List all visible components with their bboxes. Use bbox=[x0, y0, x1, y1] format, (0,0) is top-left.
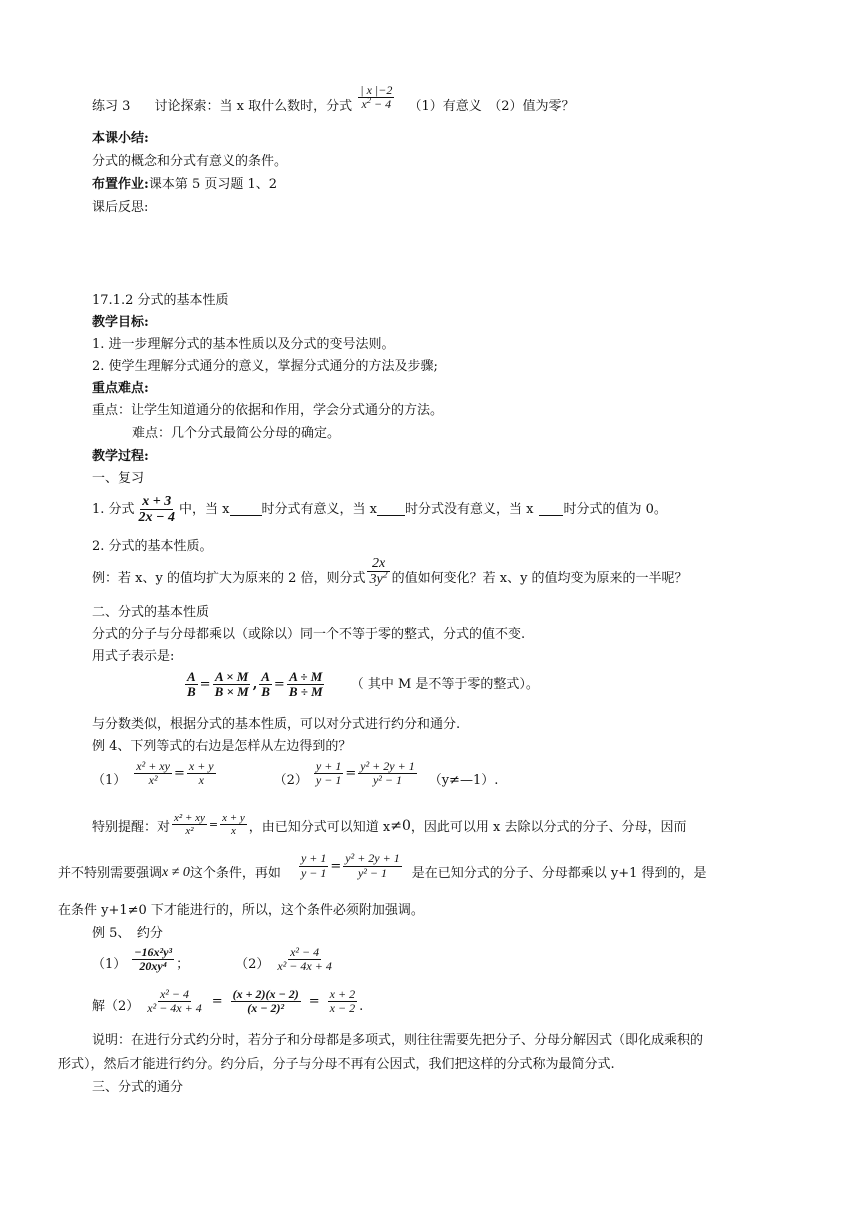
ex4-item1-label: （1） bbox=[92, 773, 127, 789]
section-title: 17.1.2 分式的基本性质 bbox=[92, 293, 229, 308]
summary-text: 分式的概念和分式有意义的条件。 bbox=[92, 154, 288, 169]
formula-A-1: A bbox=[187, 669, 196, 684]
reminder-text-2: ，因此可以用 x 去除以分式的分子、分母，因而 bbox=[410, 820, 687, 836]
reminder-num-right: x + y bbox=[222, 812, 245, 824]
q1-text-3: 时分式没有意义，当 x bbox=[404, 502, 534, 518]
reminder-line2-c: 是在已知分式的分子、分母都乘以 y+1 得到的，是 bbox=[411, 865, 707, 881]
reminder-condition: ≠0 bbox=[390, 817, 411, 834]
reminder-line-2: 并不特别需要强调 x ≠ 0 这个条件，再如 $\frac{y + 1}{y - 1}$ = $\frac{\text{y² + 2y + 1}}{\text{y² − 1}}$ 是在已知分式的分子、分母都乘以 y+1 得到的，是 bbox=[58, 851, 707, 881]
ex4-i1-den-left: x² bbox=[148, 773, 158, 788]
reminder-line2-b: 这个条件，再如 bbox=[189, 865, 281, 881]
formula-BxM: B × M bbox=[214, 684, 249, 700]
ex5-item2-label: （2） bbox=[235, 957, 270, 973]
reminder-line2-a: 并不特别需要强调 bbox=[58, 865, 163, 881]
property-statement: 分式的分子与分母都乘以（或除以）同一个不等于零的整式，分式的值不变. bbox=[92, 627, 526, 642]
formula-eq-2: = bbox=[273, 677, 285, 693]
explanation-line-2: 形式），然后才能进行约分。约分后，分子与分母不再有公因式，我们把这样的分式称为最简分式. bbox=[58, 1057, 615, 1072]
example-frac-num: 2x bbox=[371, 556, 386, 571]
tongfen-heading: 三、分式的通分 bbox=[92, 1080, 184, 1095]
example-frac-den-exp: 2 bbox=[382, 569, 388, 581]
q1-prefix: 1. 分式 bbox=[92, 502, 135, 518]
exercise3-label: 练习 3 bbox=[92, 99, 131, 114]
reminder-num-left: x² + xy bbox=[174, 812, 205, 824]
formula-AxM: A × M bbox=[214, 669, 249, 684]
ex4-i1-den-right: x bbox=[198, 773, 204, 788]
ex5-period: . bbox=[359, 999, 364, 1015]
question-1 bbox=[92, 494, 667, 526]
ex5-i2-den: x² − 4x + 4 bbox=[277, 959, 332, 974]
q1-blank-3[interactable] bbox=[539, 503, 563, 516]
exercise3-frac-den-exp: 2 bbox=[366, 96, 372, 105]
example5-heading: 例 5、 约分 bbox=[92, 926, 163, 941]
formula-comma: , bbox=[252, 677, 258, 693]
example-line bbox=[92, 556, 688, 588]
explanation-line-1: 说明：在进行分式约分时，若分子和分母都是多项式，则往往需要先把分子、分母分解因式（即化成乘积的 bbox=[92, 1033, 704, 1048]
reflection-label: 课后反思: bbox=[92, 200, 149, 215]
example5-solution: 解（2） $\frac{\text{x² − 4}}{\text{x² − 4x + 4}}$ = $\frac{(x + 2)(x - 2)}{\text{(x − 2)²}}$ = $\frac{x + 2}{x - 2}$ . bbox=[92, 987, 364, 1016]
formula-eq-1: = bbox=[199, 677, 211, 693]
reminder-den-left: x² bbox=[185, 825, 194, 838]
example-suffix: 的值如何变化？若 x、y 的值均变为原来的一半呢？ bbox=[391, 571, 688, 587]
formula-note: （ 其中 M 是不等于零的整式）。 bbox=[350, 677, 539, 693]
reminder-text-1: ，由已知分式可以知道 x bbox=[248, 820, 391, 836]
ex4-i2-den-right: y² − 1 bbox=[372, 773, 402, 788]
ex5-semicolon: ； bbox=[176, 957, 190, 973]
q1-frac-num: x + 3 bbox=[142, 494, 172, 509]
reminder-den2-right: y² − 1 bbox=[357, 865, 388, 880]
question-2: 2. 分式的基本性质。 bbox=[92, 539, 213, 554]
ex4-item2-condition: （y≠—1）. bbox=[428, 773, 499, 789]
formula-BdM: B ÷ M bbox=[288, 684, 323, 700]
ex5-sol-num-3: x + 2 bbox=[329, 987, 356, 1001]
q1-text-1: 中，当 x bbox=[179, 502, 230, 518]
ex4-i2-num-right: y² + 2y + 1 bbox=[360, 759, 415, 773]
q1-text-4: 时分式的值为 0。 bbox=[563, 502, 667, 518]
ex5-solution-label: 解（2） bbox=[92, 999, 140, 1015]
formula-B-2: B bbox=[261, 684, 270, 700]
ex4-i2-num-left: y + 1 bbox=[315, 759, 342, 773]
example4-items: （1） $\frac{\text{x² + xy}}{\text{x²}}$ = $\frac{x + y}{x}$ （2） $\frac{y + 1}{y - 1}$ = $\frac{\text{y² + 2y + 1}}{\text{y² − 1}}$ （y≠—1）. bbox=[92, 759, 499, 789]
reminder-den2-left: y − 1 bbox=[300, 865, 327, 880]
process-heading: 教学过程: bbox=[92, 449, 149, 464]
ex5-sol-den-2: (x − 2)² bbox=[247, 1001, 285, 1016]
example-frac-den-base: 3y bbox=[369, 572, 383, 588]
exercise3-text: 讨论探索：当 x 取什么数时，分式 bbox=[154, 99, 353, 114]
ex4-i2-den-left: y − 1 bbox=[315, 773, 342, 788]
goal-1: 1. 进一步理解分式的基本性质以及分式的变号法则。 bbox=[92, 337, 395, 352]
analogy-text: 与分数类似，根据分式的基本性质，可以对分式进行约分和通分. bbox=[92, 717, 461, 732]
summary-heading: 本课小结: bbox=[92, 131, 149, 146]
homework-label: 布置作业: bbox=[92, 177, 149, 192]
reminder-condition-2: x ≠ 0 bbox=[162, 865, 190, 880]
formula-B-1: B bbox=[187, 684, 196, 700]
homework-line bbox=[92, 178, 277, 191]
ex4-item2-label: （2） bbox=[273, 773, 308, 789]
example-fraction bbox=[367, 556, 389, 588]
reminder-num2-left: y + 1 bbox=[300, 851, 327, 866]
property-formula bbox=[183, 670, 539, 700]
reminder-prefix: 特别提醒：对 bbox=[92, 820, 171, 836]
ex5-item1-label: （1） bbox=[92, 957, 127, 973]
ex5-sol-num-2: (x + 2)(x − 2) bbox=[232, 987, 299, 1001]
ex4-i1-num-right: x + y bbox=[188, 759, 214, 773]
reminder-den-right: x bbox=[231, 825, 236, 838]
difficulty-point: 难点：几个分式最简公分母的确定。 bbox=[132, 426, 341, 441]
example-prefix: 例：若 x、y 的值均扩大为原来的 2 倍，则分式 bbox=[92, 571, 366, 587]
q1-blank-2[interactable] bbox=[377, 503, 405, 516]
reminder-line-3: 在条件 y+1≠0 下才能进行的，所以，这个条件必须附加强调。 bbox=[58, 903, 424, 918]
goals-heading: 教学目标: bbox=[92, 315, 149, 330]
ex5-sol-den-3: x − 2 bbox=[329, 1001, 356, 1016]
ex5-sol-den-1: x² − 4x + 4 bbox=[147, 1001, 202, 1016]
goal-2: 2. 使学生理解分式通分的意义，掌握分式通分的方法及步骤; bbox=[92, 359, 438, 374]
reminder-num2-right: y² + 2y + 1 bbox=[345, 851, 400, 866]
ex5-i1-den: 20xy⁴ bbox=[139, 959, 167, 974]
keypoints-heading: 重点难点: bbox=[92, 381, 149, 396]
q1-fraction bbox=[137, 494, 177, 526]
ex5-i1-num: −16x²y³ bbox=[134, 945, 173, 959]
exercise3-line bbox=[92, 82, 575, 114]
ex4-i1-num-left: x² + xy bbox=[136, 759, 170, 773]
formula-intro: 用式子表示是: bbox=[92, 649, 175, 664]
q1-text-2: 时分式有意义，当 x bbox=[261, 502, 377, 518]
formula-A-2: A bbox=[261, 669, 270, 684]
exercise3-frac-den-rest: − 4 bbox=[371, 97, 392, 111]
key-point: 重点：让学生知道通分的依据和作用，学会分式通分的方法。 bbox=[92, 403, 444, 418]
ex5-sol-num-1: x² − 4 bbox=[159, 987, 190, 1001]
reminder-line-1: 特别提醒：对 $\frac{\text{x² + xy}}{\text{x²}}$ = $\frac{x + y}{x}$ ，由已知分式可以知道 x ≠0 ，因此可以用 x 去除以分式的分子、分母，因而 bbox=[92, 812, 687, 838]
exercise3-fraction bbox=[358, 84, 394, 111]
example5-items bbox=[92, 946, 336, 973]
q1-frac-den: 2x − 4 bbox=[138, 510, 176, 526]
exercise3-frac-num: | x |−2 bbox=[360, 82, 393, 97]
review-heading: 一、复习 bbox=[92, 471, 145, 486]
example4-heading: 例 4、下列等式的右边是怎样从左边得到的？ bbox=[92, 739, 352, 754]
homework-text: 课本第 5 页习题 1、2 bbox=[148, 177, 278, 192]
exercise3-questions: （1）有意义 （2）值为零？ bbox=[408, 99, 575, 114]
ex5-i2-num: x² − 4 bbox=[290, 945, 320, 959]
formula-AdM: A ÷ M bbox=[289, 669, 323, 684]
q1-blank-1[interactable] bbox=[230, 503, 262, 516]
property-heading: 二、分式的基本性质 bbox=[92, 605, 210, 620]
exercise3-frac-den-base: x bbox=[361, 97, 367, 111]
